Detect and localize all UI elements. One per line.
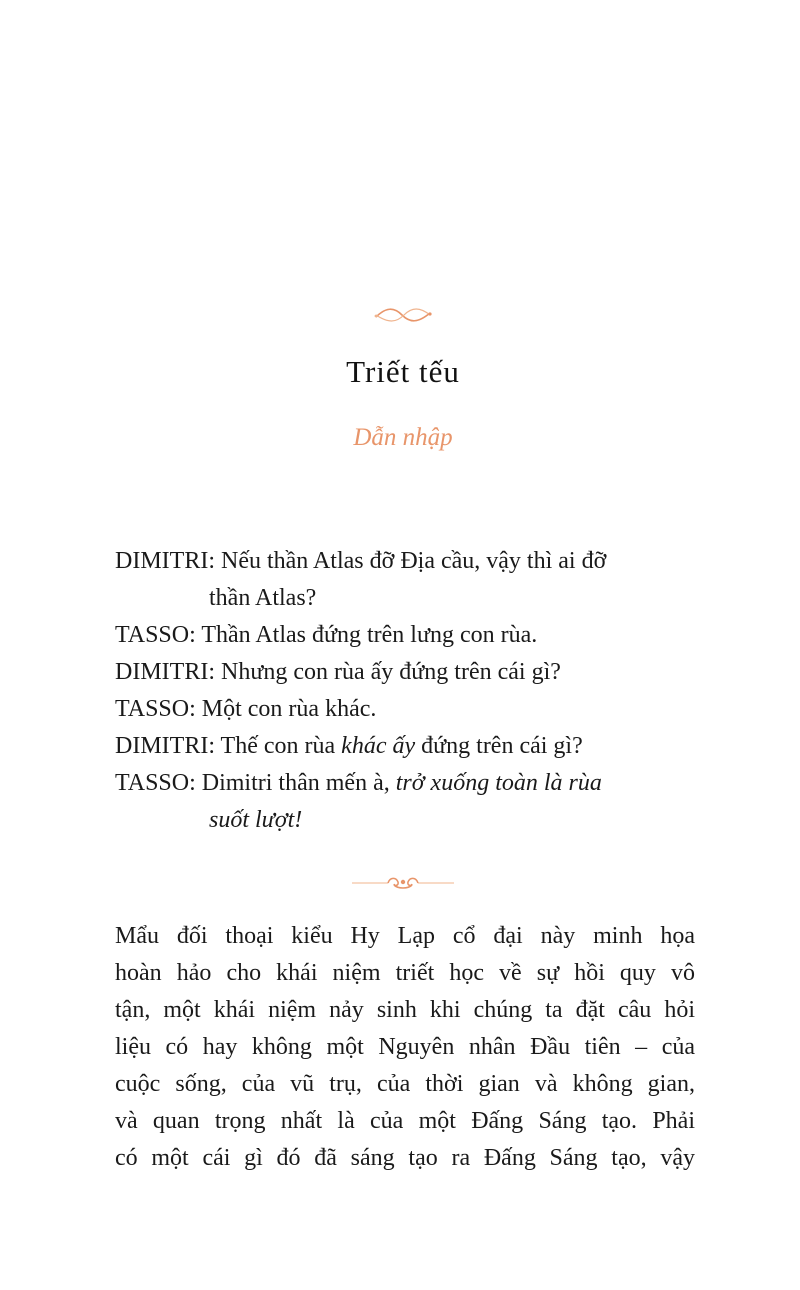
dialogue-text: đứng trên cái gì? <box>415 733 583 759</box>
paragraph-line: có một cái gì đó đã sáng tạo ra Đấng Sáng tạo, vậy <box>115 1145 695 1171</box>
dialogue-line <box>115 654 700 691</box>
dialogue-text: Nhưng con rùa ấy đứng trên cái gì? <box>214 659 561 685</box>
paragraph-line: liệu có hay không một Nguyên nhân Đầu tiên – của <box>115 1034 695 1060</box>
dialogue-line <box>115 543 700 617</box>
chapter-title: Triết tếu <box>346 354 460 389</box>
paragraph-line: hoàn hảo cho khái niệm triết học về sự hồi quy vô <box>115 960 695 986</box>
dialogue-text: Một con rùa khác. <box>195 696 377 722</box>
paragraph-line: Mẩu đối thoại kiểu Hy Lạp cổ đại này minh họa <box>115 923 695 949</box>
dialogue-text: Dimitri thân mến à, <box>195 770 396 796</box>
speaker-label: DIMITRI: <box>115 659 215 685</box>
dialogue-line <box>115 728 700 765</box>
dialogue-continuation: suốt lượt! <box>209 807 303 833</box>
paragraph-line: và quan trọng nhất là của một Đấng Sáng tạo. Phải <box>115 1108 695 1134</box>
speaker-label: TASSO: <box>115 696 196 722</box>
flourish-top-ornament <box>372 303 434 327</box>
speaker-label: DIMITRI: <box>115 548 215 574</box>
dialogue-text: Nếu thần Atlas đỡ Địa cầu, vậy thì ai đỡ <box>214 548 607 574</box>
flourish-divider-ornament <box>350 873 456 893</box>
dialogue-block <box>115 543 700 839</box>
dialogue-text: Thần Atlas đứng trên lưng con rùa. <box>195 622 538 648</box>
dialogue-line <box>115 765 700 839</box>
speaker-label: TASSO: <box>115 622 196 648</box>
dialogue-line <box>115 617 700 654</box>
dialogue-continuation: thần Atlas? <box>209 585 317 611</box>
dialogue-emphasis: khác ấy <box>341 733 416 759</box>
dialogue-text: Thế con rùa <box>214 733 342 759</box>
paragraph-line: tận, một khái niệm nảy sinh khi chúng ta đặt câu hỏi <box>115 997 695 1023</box>
dialogue-emphasis: trở xuống toàn là rùa <box>395 770 602 796</box>
paragraph-line: cuộc sống, của vũ trụ, của thời gian và không gian, <box>115 1071 695 1097</box>
dialogue-line <box>115 691 700 728</box>
body-paragraph <box>115 918 695 1177</box>
chapter-subtitle: Dẫn nhập <box>353 424 453 451</box>
speaker-label: TASSO: <box>115 770 196 796</box>
speaker-label: DIMITRI: <box>115 733 215 759</box>
